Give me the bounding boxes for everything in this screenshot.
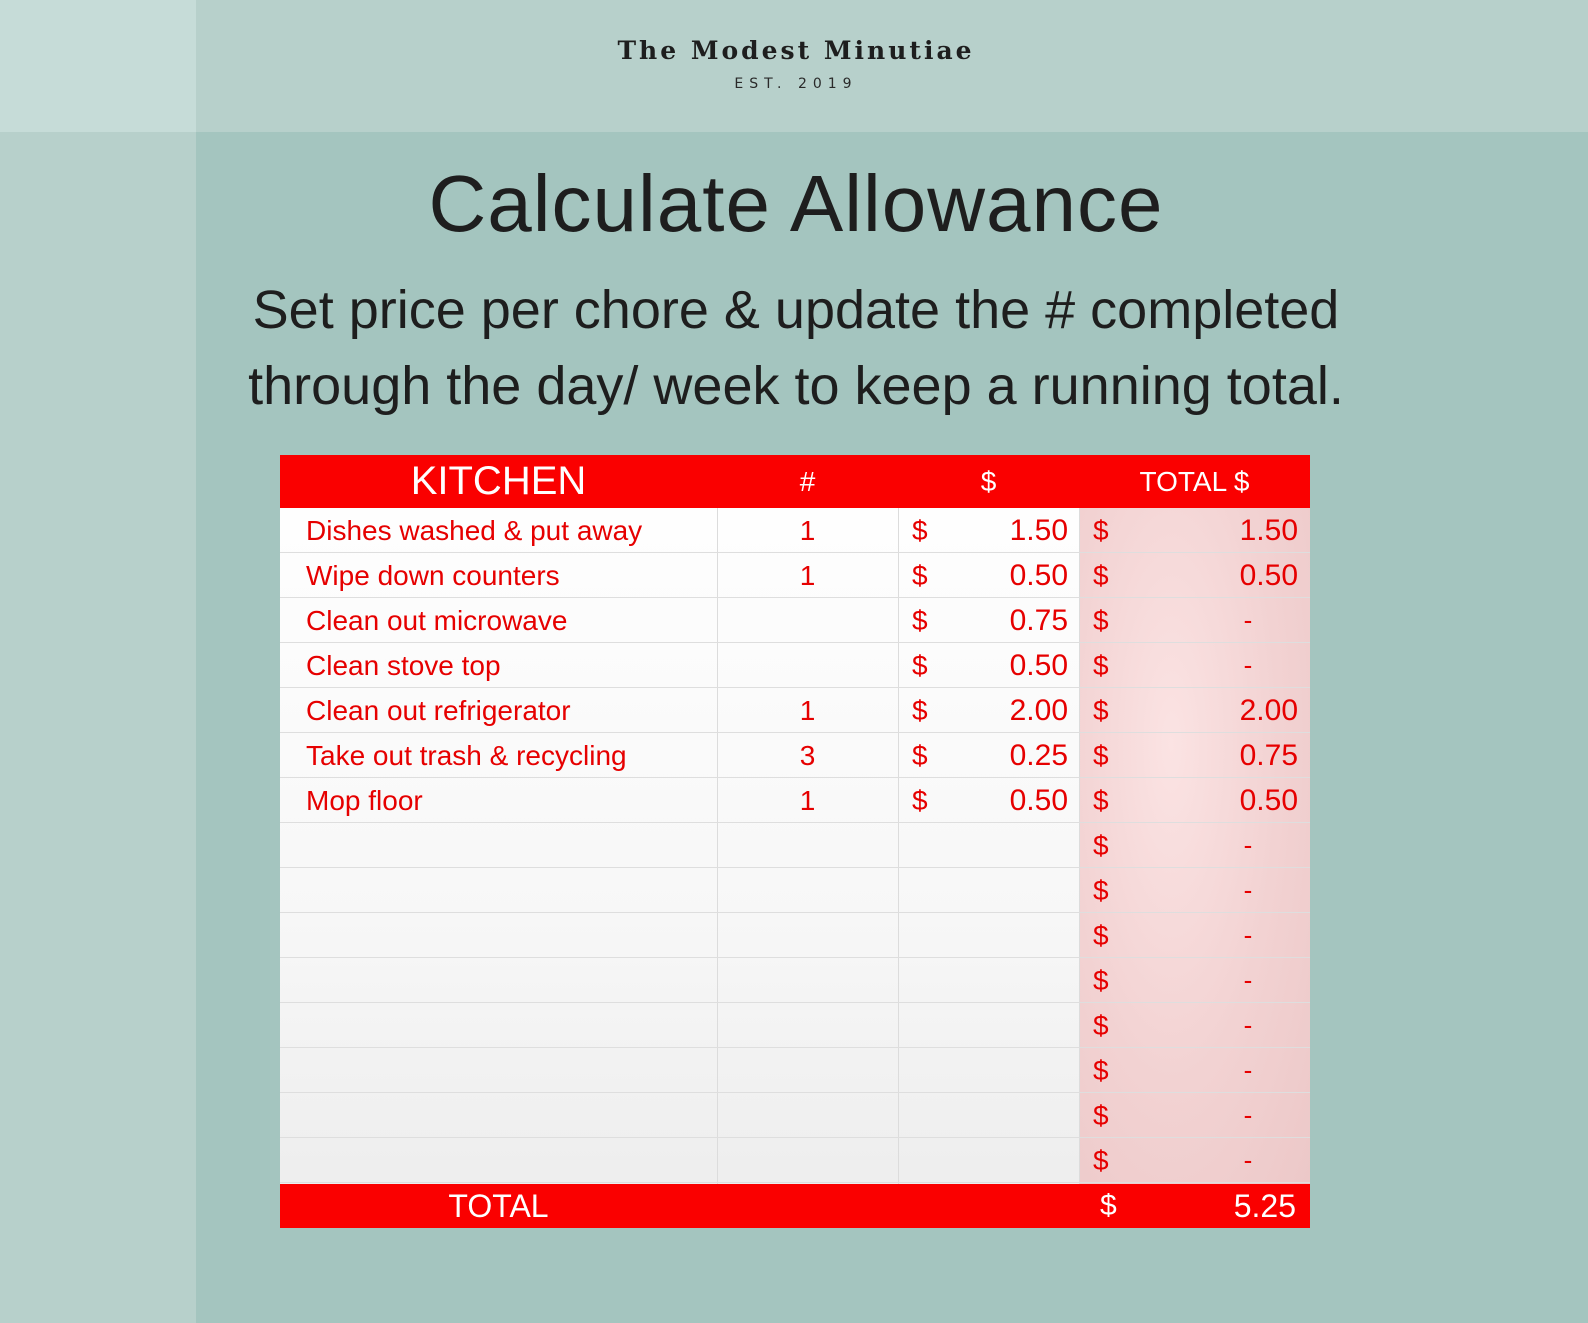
count-cell[interactable] <box>717 598 898 643</box>
count-cell[interactable] <box>717 958 898 1003</box>
chore-cell[interactable] <box>306 1048 706 1093</box>
table-row <box>280 598 1310 643</box>
page-title: Calculate Allowance <box>428 159 1164 248</box>
total-currency: $ <box>1093 1100 1109 1131</box>
total-currency: $ <box>1093 740 1109 771</box>
footer-currency: $ <box>1100 1189 1117 1222</box>
chore-cell[interactable] <box>306 1093 706 1138</box>
footer-total-value: 5.25 <box>1233 1188 1296 1224</box>
price-currency: $ <box>912 695 928 726</box>
total-currency: $ <box>1093 650 1109 681</box>
table-row <box>280 508 1310 553</box>
total-currency: $ <box>1093 605 1109 636</box>
total-cell: 0.50 <box>1239 784 1298 817</box>
price-cell[interactable] <box>940 958 1068 1003</box>
price-cell[interactable]: 2.00 <box>1009 694 1068 727</box>
price-cell[interactable] <box>940 1048 1068 1093</box>
header-section-kitchen: KITCHEN <box>410 459 587 503</box>
left-strip <box>0 0 196 1323</box>
price-cell[interactable] <box>940 1003 1068 1048</box>
table-row <box>280 778 1310 823</box>
table-row <box>280 1048 1310 1093</box>
total-cell: - <box>1243 1055 1253 1085</box>
price-currency: $ <box>912 650 928 681</box>
chore-cell[interactable] <box>306 1003 706 1048</box>
count-cell[interactable] <box>717 823 898 868</box>
count-cell[interactable] <box>717 868 898 913</box>
price-currency: $ <box>912 785 928 816</box>
price-cell[interactable] <box>940 913 1068 958</box>
total-cell: - <box>1243 830 1253 860</box>
brand-name: The Modest Minutiae <box>617 36 975 65</box>
chore-cell[interactable]: Clean stove top <box>306 650 501 681</box>
table-row <box>280 868 1310 913</box>
total-currency: $ <box>1093 920 1109 951</box>
header-count: # <box>799 466 816 497</box>
chore-cell[interactable]: Clean out microwave <box>306 605 568 636</box>
table-row <box>280 1003 1310 1048</box>
price-cell[interactable]: 0.25 <box>1009 739 1068 772</box>
price-currency: $ <box>912 740 928 771</box>
price-currency: $ <box>912 515 928 546</box>
table-row <box>280 1138 1310 1183</box>
price-cell[interactable]: 1.50 <box>1009 514 1068 547</box>
table-body <box>280 508 1310 1184</box>
price-cell[interactable] <box>940 823 1068 868</box>
table-row <box>280 688 1310 733</box>
chore-cell[interactable] <box>306 868 706 913</box>
count-cell[interactable]: 3 <box>799 740 816 771</box>
total-currency: $ <box>1093 695 1109 726</box>
total-cell: 2.00 <box>1239 694 1298 727</box>
total-cell: - <box>1243 1145 1253 1175</box>
table-footer-row <box>280 1184 1310 1228</box>
total-cell: - <box>1243 875 1253 905</box>
chore-cell[interactable] <box>306 823 706 868</box>
total-cell: 0.50 <box>1239 559 1298 592</box>
total-cell: - <box>1243 920 1253 950</box>
count-cell[interactable] <box>717 1138 898 1183</box>
chore-cell[interactable]: Take out trash & recycling <box>306 740 627 771</box>
chore-cell[interactable]: Mop floor <box>306 785 423 816</box>
total-currency: $ <box>1093 830 1109 861</box>
subtitle-line-2: through the day/ week to keep a running total. <box>248 356 1344 416</box>
footer-total-label: TOTAL <box>448 1188 549 1224</box>
total-currency: $ <box>1093 1055 1109 1086</box>
count-cell[interactable] <box>717 643 898 688</box>
total-currency: $ <box>1093 875 1109 906</box>
price-currency: $ <box>912 560 928 591</box>
total-currency: $ <box>1093 1145 1109 1176</box>
price-cell[interactable]: 0.50 <box>1009 649 1068 682</box>
total-cell: 1.50 <box>1239 514 1298 547</box>
table-row <box>280 823 1310 868</box>
price-cell[interactable] <box>940 1138 1068 1183</box>
chore-cell[interactable]: Clean out refrigerator <box>306 695 571 726</box>
price-cell[interactable]: 0.50 <box>1009 559 1068 592</box>
total-cell: - <box>1243 650 1253 680</box>
total-currency: $ <box>1093 560 1109 591</box>
total-currency: $ <box>1093 785 1109 816</box>
chore-cell[interactable]: Dishes washed & put away <box>306 515 643 546</box>
header-band <box>196 0 1588 132</box>
total-currency: $ <box>1093 1010 1109 1041</box>
price-cell[interactable]: 0.75 <box>1009 604 1068 637</box>
count-cell[interactable] <box>717 1003 898 1048</box>
count-cell[interactable] <box>717 1093 898 1138</box>
count-cell[interactable]: 1 <box>799 515 816 546</box>
price-cell[interactable]: 0.50 <box>1009 784 1068 817</box>
brand-established: EST. 2019 <box>734 76 858 92</box>
count-cell[interactable]: 1 <box>799 785 816 816</box>
header-price: $ <box>980 466 997 497</box>
subtitle <box>196 272 1396 424</box>
allowance-spreadsheet <box>280 455 1310 1228</box>
total-cell: - <box>1243 965 1253 995</box>
subtitle-line-1: Set price per chore & update the # completed <box>252 280 1340 340</box>
count-cell[interactable]: 1 <box>799 695 816 726</box>
table-row <box>280 913 1310 958</box>
count-cell[interactable] <box>717 913 898 958</box>
chore-cell[interactable] <box>306 913 706 958</box>
chore-cell[interactable]: Wipe down counters <box>306 560 560 591</box>
table-header-row <box>280 455 1310 508</box>
count-cell[interactable]: 1 <box>799 560 816 591</box>
total-cell: - <box>1243 1100 1253 1130</box>
total-currency: $ <box>1093 515 1109 546</box>
table-row <box>280 733 1310 778</box>
table-row <box>280 1093 1310 1138</box>
table-row <box>280 643 1310 688</box>
total-currency: $ <box>1093 965 1109 996</box>
price-currency: $ <box>912 605 928 636</box>
price-cell[interactable] <box>940 1093 1068 1138</box>
chore-cell[interactable] <box>306 958 706 1003</box>
count-cell[interactable] <box>717 1048 898 1093</box>
left-strip-top <box>0 0 196 132</box>
total-cell: - <box>1243 605 1253 635</box>
table-row <box>280 958 1310 1003</box>
table-row <box>280 553 1310 598</box>
header-total: TOTAL $ <box>1139 466 1250 497</box>
chore-cell[interactable] <box>306 1138 706 1183</box>
total-cell: 0.75 <box>1239 739 1298 772</box>
price-cell[interactable] <box>940 868 1068 913</box>
total-cell: - <box>1243 1010 1253 1040</box>
